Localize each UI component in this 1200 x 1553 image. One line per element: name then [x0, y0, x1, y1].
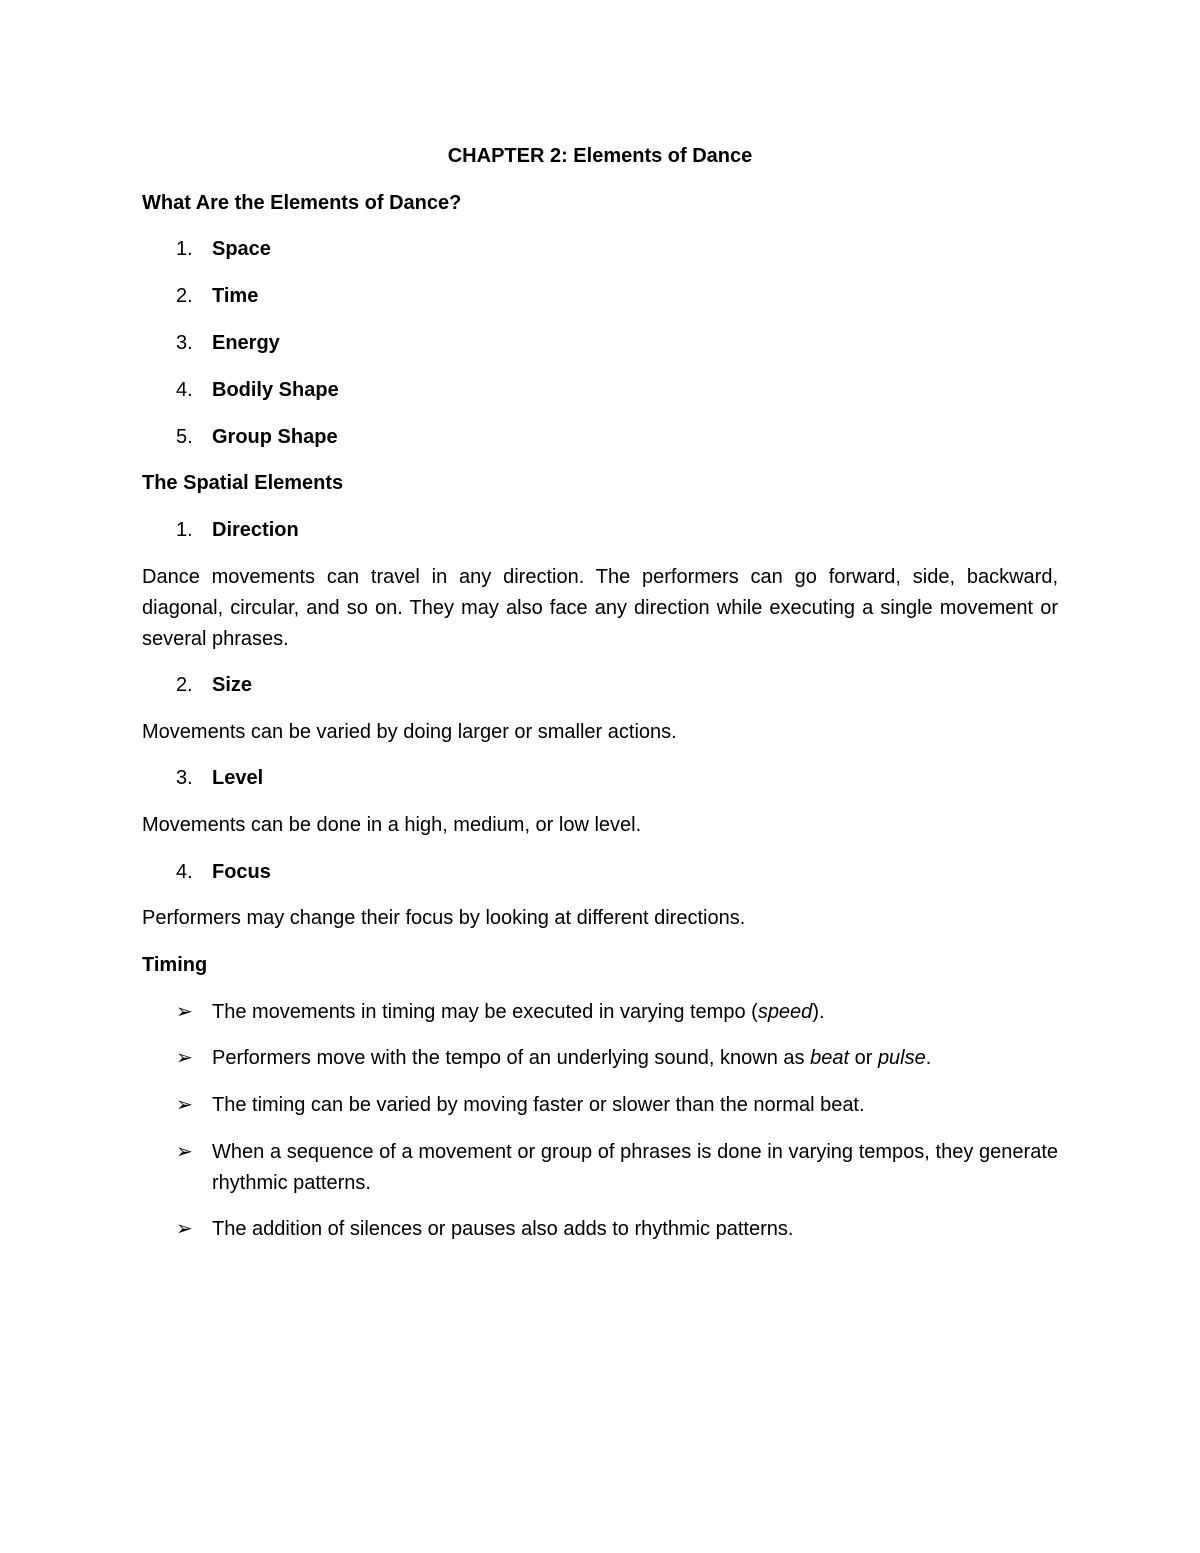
bullet-item: The addition of silences or pauses also adds to rhythmic patterns.	[212, 1218, 794, 1240]
list-number: 4.	[176, 861, 193, 883]
arrow-bullet-icon: ➢	[176, 1218, 193, 1240]
bullet-item: The timing can be varied by moving faster or slower than the normal beat.	[212, 1094, 865, 1116]
list-number: 5.	[176, 426, 193, 448]
subheading-size: Size	[212, 674, 253, 696]
section-heading-elements: What Are the Elements of Dance?	[142, 192, 462, 214]
list-item: Energy	[212, 332, 280, 354]
paragraph-focus: Performers may change their focus by looking at different directions.	[142, 907, 746, 929]
paragraph-size: Movements can be varied by doing larger or smaller actions.	[142, 721, 677, 743]
section-heading-timing: Timing	[142, 954, 208, 976]
list-item: Space	[212, 238, 271, 260]
arrow-bullet-icon: ➢	[176, 1141, 193, 1163]
list-number: 1.	[176, 238, 193, 260]
arrow-bullet-icon: ➢	[176, 1094, 193, 1116]
list-number: 3.	[176, 767, 193, 789]
bullet-item: The movements in timing may be executed in varying tempo (speed).	[212, 1001, 825, 1023]
arrow-bullet-icon: ➢	[176, 1047, 193, 1069]
list-number: 1.	[176, 519, 193, 541]
bullet-item: When a sequence of a movement or group of phrases is done in varying tempos, they generate rhythmic patterns.	[212, 1141, 1058, 1194]
paragraph-direction: Dance movements can travel in any direction. The performers can go forward, side, backward, diagonal, circular, and so on. They may also face any direction while executing a single movement or several phrases.	[142, 566, 1058, 650]
paragraph-level: Movements can be done in a high, medium, or low level.	[142, 814, 642, 836]
list-number: 2.	[176, 674, 193, 696]
page-title: CHAPTER 2: Elements of Dance	[447, 145, 753, 167]
bullet-item: Performers move with the tempo of an underlying sound, known as beat or pulse.	[212, 1047, 932, 1069]
list-number: 2.	[176, 285, 193, 307]
list-item: Time	[212, 285, 259, 307]
subheading-direction: Direction	[212, 519, 299, 541]
list-item: Bodily Shape	[212, 379, 339, 401]
list-item: Group Shape	[212, 426, 338, 448]
section-heading-spatial: The Spatial Elements	[142, 472, 344, 494]
subheading-focus: Focus	[212, 861, 271, 883]
list-number: 4.	[176, 379, 193, 401]
list-number: 3.	[176, 332, 193, 354]
arrow-bullet-icon: ➢	[176, 1001, 193, 1023]
subheading-level: Level	[212, 767, 264, 789]
